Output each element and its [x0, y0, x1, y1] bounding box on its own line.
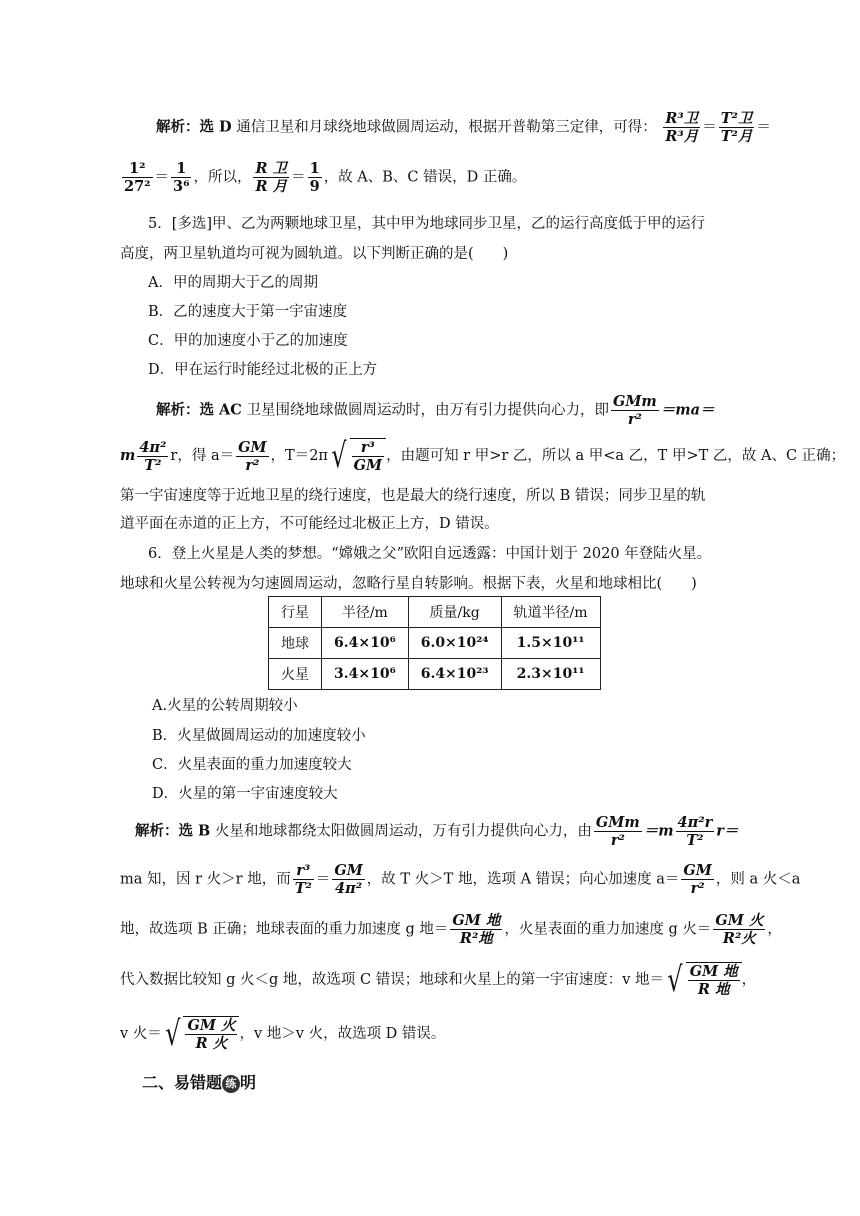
fraction: $\frac{GM}{\text{4π²}}$ — [334, 862, 363, 897]
table-cell: 6.0×10²⁴ — [408, 628, 501, 659]
fraction: $\frac{GM}{\text{r²}}$ — [238, 438, 267, 474]
q6-answer-line5: v 火＝√ $\frac{\text{GM 火}}{\text{R 火}}$ ，v 地＞v 火，故选项 D 错误。 — [120, 1014, 446, 1054]
q4-answer-line1: 解析：选 D 通信卫星和月球绕地球做圆周运动，根据开普勒第三定律，可得： $\frac{\text{R³卫}}{\text{R³月}}$ ＝ $\frac{\text{T²卫}}{\text{T²月}}$ ＝ — [156, 110, 771, 145]
fraction: $\frac{\text{GM 地}}{\text{R 地}}$ — [689, 963, 738, 998]
sqrt: √ $\frac{\text{r³}}{GM}$ — [328, 438, 386, 474]
table-header-row — [269, 597, 601, 628]
q5-stem-line1: 5．[多选]甲、乙为两颗地球卫星，其中甲为地球同步卫星，乙的运行高度低于甲的运行 — [148, 216, 706, 232]
q5-option-c: C．甲的加速度小于乙的加速度 — [148, 333, 348, 349]
q5-option-d: D．甲在运行时能经过北极的正上方 — [148, 362, 378, 378]
table-cell: 2.3×10¹¹ — [501, 659, 600, 690]
fraction: $\frac{GM}{\text{r²}}$ — [683, 862, 712, 897]
table-cell: 火星 — [269, 659, 322, 690]
practice-badge-icon: 练 — [222, 1075, 240, 1093]
table-cell: 地球 — [269, 628, 322, 659]
table-header: 质量/kg — [408, 597, 501, 628]
q5-answer-line4: 道平面在赤道的正上方，不可能经过北极正上方，D 错误。 — [120, 516, 499, 532]
fraction: $\frac{\text{r³}}{\text{T²}}$ — [294, 862, 312, 897]
table-header: 轨道半径/m — [501, 597, 600, 628]
table-cell: 3.4×10⁶ — [322, 659, 409, 690]
fraction: $\frac{\text{R³卫}}{\text{R³月}}$ — [665, 110, 699, 145]
table-header: 半径/m — [322, 597, 409, 628]
q5-stem-line2: 高度，两卫星轨道均可视为圆轨道。以下判断正确的是( ) — [120, 246, 509, 262]
q5-option-a: A．甲的周期大于乙的周期 — [148, 275, 318, 291]
table-cell: 6.4×10²³ — [408, 659, 501, 690]
fraction: $\frac{\text{R 卫}}{\text{R 月}}$ — [255, 160, 288, 195]
fraction: $\frac{\text{4π²}}{\text{T²}}$ — [139, 438, 167, 474]
q4-answer-line2: $\frac{\text{1²}}{\text{27²}}$ ＝ $\frac{1}{\text{3⁶}}$ ，所以， $\frac{\text{R 卫}}{\text{R 月}}$ ＝ $\frac{1}{9}$ ，故 A、B、C 错误，D 正确。 — [124, 160, 527, 195]
answer-lead: 解析：选 B — [135, 822, 211, 840]
q5-answer-line1: 解析：选 AC 卫星围绕地球做圆周运动时，由万有引力提供向心力，即 $\frac{\text{GMm}}{\text{r²}}$ ＝ma＝ — [156, 393, 715, 428]
fraction: $\frac{\text{GMm}}{\text{r²}}$ — [612, 393, 657, 428]
fraction: $\frac{1}{9}$ — [309, 160, 320, 195]
q5-option-b: B．乙的速度大于第一宇宙速度 — [148, 304, 348, 320]
table-cell: 1.5×10¹¹ — [501, 628, 600, 659]
q6-stem-line2: 地球和火星公转视为匀速圆周运动，忽略行星自转影响。根据下表，火星和地球相比( ) — [120, 576, 697, 592]
table-header: 行星 — [269, 597, 322, 628]
q6-stem-line1: 6．登上火星是人类的梦想。“嫦娥之父”欧阳自远透露：中国计划于 2020 年登陆火星。 — [148, 546, 712, 562]
table-cell: 6.4×10⁶ — [322, 628, 409, 659]
q6-answer-line2: ma 知，因 r 火＞r 地，而 $\frac{\text{r³}}{\text{T²}}$ ＝ $\frac{GM}{\text{4π²}}$ ，故 T 火＞T 地，选项 A 错误；向心加速度 a＝ $\frac{GM}{\text{r²}}$ ，则 a 火＜a — [120, 862, 801, 897]
q6-option-b: B．火星做圆周运动的加速度较小 — [152, 728, 366, 744]
table-row — [269, 659, 601, 690]
fraction: $\frac{1}{\text{3⁶}}$ — [173, 160, 190, 195]
fraction: $\frac{\text{1²}}{\text{27²}}$ — [124, 160, 151, 195]
q5-answer-line3: 第一宇宙速度等于近地卫星的绕行速度，也是最大的绕行速度，所以 B 错误；同步卫星的轨 — [120, 488, 706, 504]
q6-option-a: A.火星的公转周期较小 — [152, 698, 298, 714]
fraction: $\frac{\text{GMm}}{\text{r²}}$ — [595, 814, 640, 849]
q6-answer-line3: 地，故选项 B 正确；地球表面的重力加速度 g 地＝ $\frac{\text{GM 地}}{\text{R²地}}$ ，火星表面的重力加速度 g 火＝ $\frac{\text{GM 火}}{\text{R²火}}$ ， — [120, 912, 782, 947]
section-heading: 二、易错题 练 明 — [142, 1073, 257, 1092]
answer-lead: 解析：选 D — [156, 118, 232, 136]
fraction: $\frac{\text{4π²r}}{\text{T²}}$ — [677, 814, 713, 849]
fraction: $\frac{\text{r³}}{GM}$ — [353, 439, 383, 474]
table-row — [269, 628, 601, 659]
fraction: $\frac{\text{T²卫}}{\text{T²月}}$ — [720, 110, 753, 145]
fraction: $\frac{\text{GM 火}}{\text{R²火}}$ — [715, 912, 764, 947]
q6-answer-line1: 解析：选 B 火星和地球都绕太阳做圆周运动，万有引力提供向心力，由 $\frac{\text{GMm}}{\text{r²}}$ ＝m $\frac{\text{4π²r}}{\text{T²}}$ r＝ — [135, 814, 739, 849]
fraction: $\frac{\text{GM 火}}{\text{R 火}}$ — [187, 1017, 236, 1052]
q6-option-c: C．火星表面的重力加速度较大 — [152, 757, 352, 773]
sqrt: √ $\frac{\text{GM 火}}{\text{R 火}}$ — [162, 1016, 240, 1052]
q6-answer-line4: 代入数据比较知 g 火＜g 地，故选项 C 错误；地球和火星上的第一宇宙速度：v 地＝√ $\frac{\text{GM 地}}{\text{R 地}}$ ， — [120, 960, 757, 1000]
q6-option-d: D．火星的第一宇宙速度较大 — [152, 786, 338, 802]
fraction: $\frac{\text{GM 地}}{\text{R²地}}$ — [452, 912, 501, 947]
sqrt: √ $\frac{\text{GM 地}}{\text{R 地}}$ — [664, 962, 742, 998]
planet-table — [268, 596, 601, 690]
answer-lead: 解析：选 AC — [156, 401, 242, 419]
q5-answer-line2: m $\frac{\text{4π²}}{\text{T²}}$ r，得 a＝ $\frac{GM}{\text{r²}}$ ，T＝2π√ $\frac{\text{r³}}{GM}$ ，由题可知 r 甲>r 乙，所以 a 甲<a 乙，T 甲>T 乙，故 A、C 正确； — [120, 436, 846, 476]
